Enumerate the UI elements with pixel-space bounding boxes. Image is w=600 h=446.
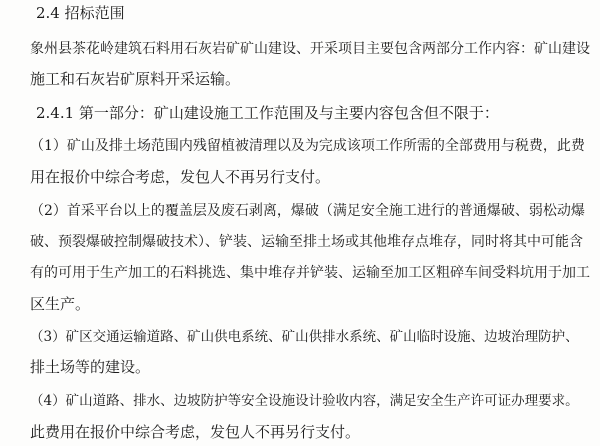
subsection-heading: 2.4.1 第一部分：矿山建设施工工作范围及与主要内容包含但不限于： xyxy=(36,104,499,122)
section-heading: 2.4 招标范围 xyxy=(36,4,125,22)
item-3-line-1: （3）矿区交通运输道路、矿山供电系统、矿山供排水系统、矿山临时设施、边坡治理防护、 xyxy=(30,329,579,345)
item-2-line-4: 区生产。 xyxy=(30,295,91,313)
item-4-line-1: （4）矿山道路、排水、边坡防护等安全设施设计验收内容，满足安全生产许可证办理要求。 xyxy=(30,393,579,409)
item-1-line-2: 用在报价中综合考虑，发包人不再另行支付。 xyxy=(30,168,331,186)
item-3-line-2: 排土场等的建设。 xyxy=(30,358,151,376)
item-4-line-2: 此费用在报价中综合考虑，发包人不再另行支付。 xyxy=(30,423,361,441)
intro-paragraph-line-1: 象州县茶花岭建筑石料用石灰岩矿矿山建设、开采项目主要包含两部分工作内容：矿山建设 xyxy=(30,41,590,57)
item-1-line-1: （1）矿山及排土场范围内残留植被清理以及为完成该项工作所需的全部费用与税费，此费 xyxy=(30,138,585,154)
item-2-line-1: （2）首采平台以上的覆盖层及废石剥离，爆破（满足安全施工进行的普通爆破、弱松动爆 xyxy=(30,203,585,219)
item-2-line-2: 破、预裂爆破控制爆破技术）、铲装、运输至排土场或其他堆存点堆存，同时将其中可能含 xyxy=(30,234,583,250)
intro-paragraph-line-2: 施工和石灰岩矿原料开采运输。 xyxy=(30,70,241,88)
item-2-line-3: 有的可用于生产加工的石料挑选、集中堆存并铲装、运输至加工区粗碎车间受料坑用于加工 xyxy=(30,265,590,281)
